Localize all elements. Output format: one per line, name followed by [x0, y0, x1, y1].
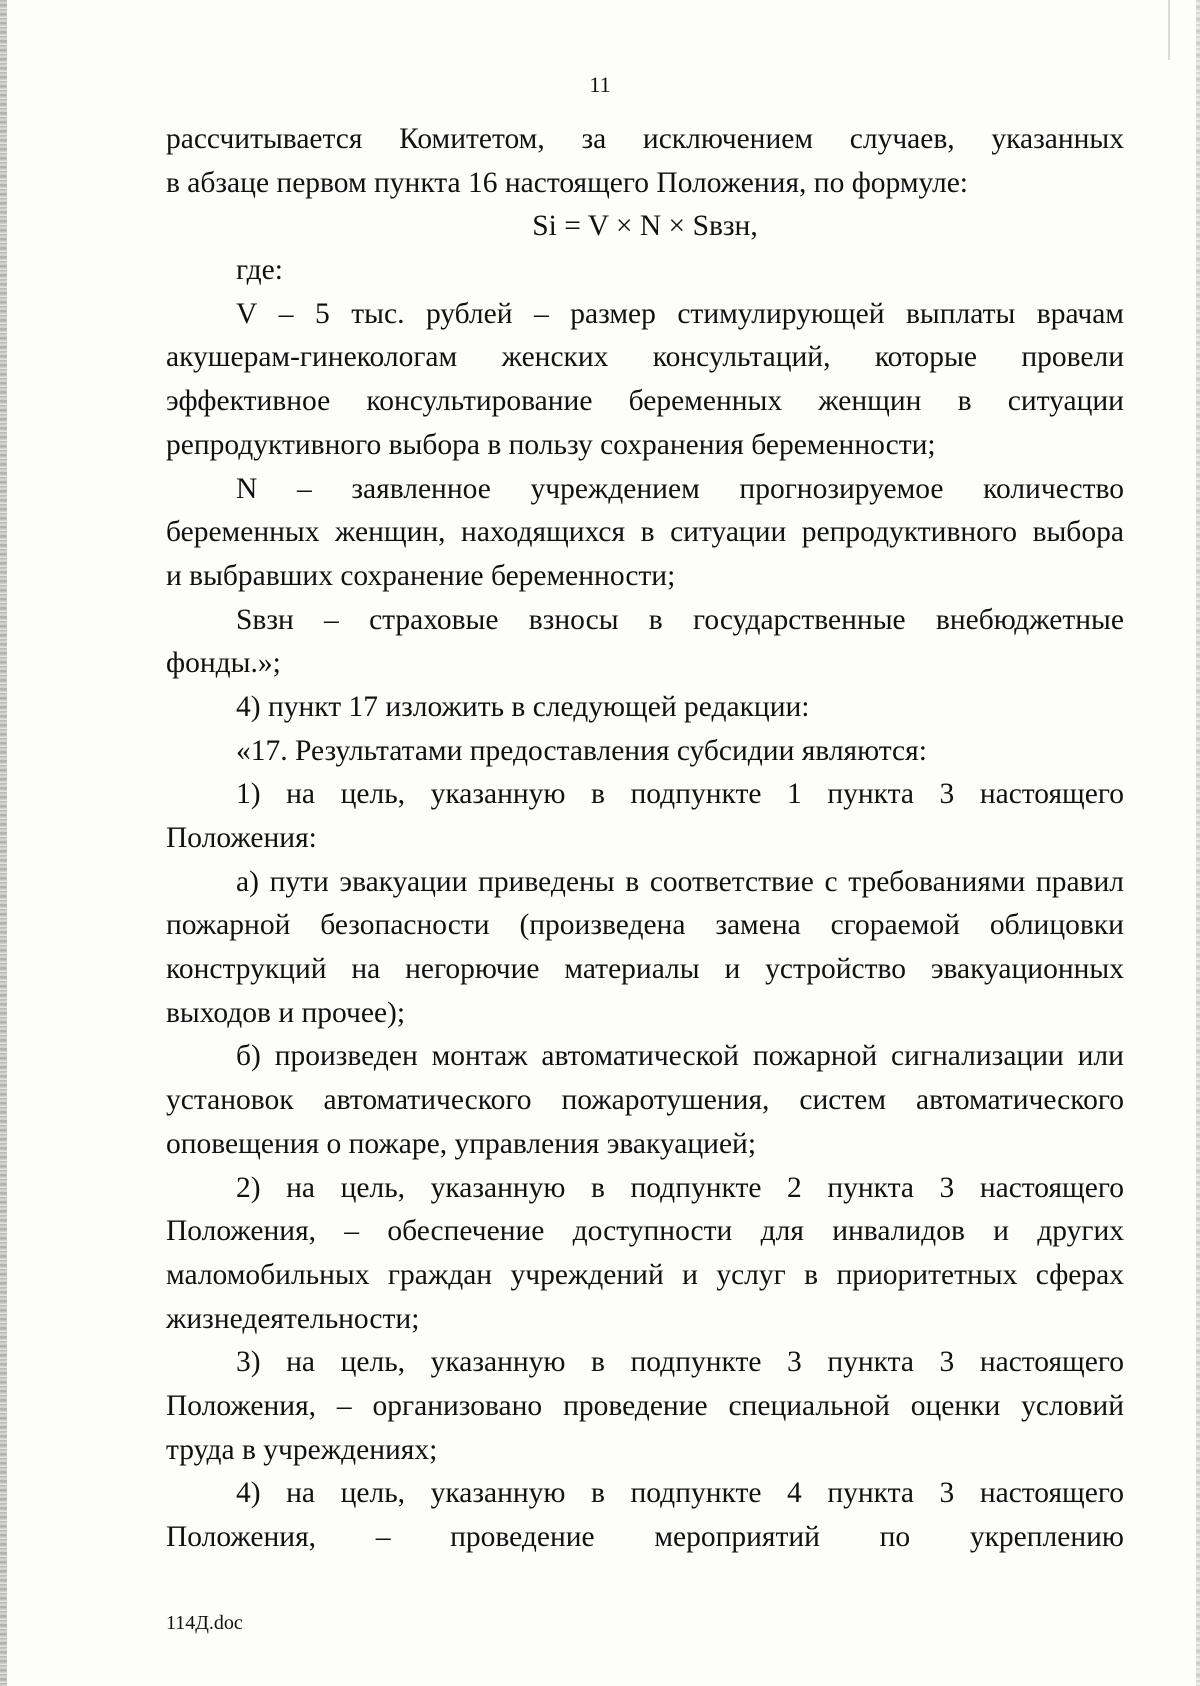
text-word: указанную: [430, 1477, 566, 1510]
text-word: женских: [501, 341, 609, 374]
text-word: пункта: [827, 1171, 914, 1204]
text-line: [166, 511, 1124, 555]
text-line: [166, 118, 1124, 162]
text-word: N: [236, 472, 258, 505]
text-word: подпункте: [630, 1477, 762, 1510]
text-word: –: [296, 472, 312, 505]
text-word: 4: [787, 1477, 802, 1510]
text-line: [166, 948, 1124, 992]
text-word: и: [993, 1215, 1009, 1248]
text-word: других: [1037, 1215, 1124, 1248]
text-word: репродуктивного выбора в пользу сохранения беременности;: [166, 428, 936, 461]
text-line: [166, 249, 1124, 293]
text-word: (произведена: [519, 909, 686, 942]
text-word: настоящего: [979, 1171, 1124, 1204]
text-line: [166, 1298, 1124, 1342]
text-word: автоматической: [541, 1040, 739, 1073]
text-word: провели: [1021, 341, 1124, 374]
text-word: настоящего: [979, 1346, 1124, 1379]
text-word: пункта: [827, 1477, 914, 1510]
text-word: –: [344, 1215, 360, 1248]
text-word: приоритетных: [836, 1258, 1018, 1291]
text-word: фонды.»;: [166, 647, 281, 680]
text-line: [166, 1254, 1124, 1298]
text-line: [166, 686, 1124, 730]
text-word: стимулирующей: [677, 297, 885, 330]
text-word: выплаты: [905, 297, 1016, 330]
text-word: случаев,: [849, 123, 955, 155]
text-word: Si = V × N × Sвзн,: [532, 210, 758, 243]
text-word: Положения,: [166, 1521, 317, 1553]
text-word: ситуации: [1007, 385, 1124, 418]
text-line: [166, 599, 1124, 643]
text-word: Положения:: [166, 822, 317, 854]
text-word: 3: [939, 1346, 955, 1379]
text-word: беременных: [166, 516, 320, 549]
text-line: [166, 555, 1124, 599]
text-word: автоматического: [916, 1084, 1124, 1117]
text-word: проведение: [563, 1389, 708, 1422]
text-word: пожарной: [752, 1040, 878, 1073]
text-word: организовано: [372, 1389, 543, 1422]
text-word: условий: [1021, 1389, 1124, 1422]
text-word: 1: [787, 778, 802, 811]
text-word: 2): [236, 1171, 261, 1204]
text-line: [166, 293, 1124, 337]
text-word: и: [724, 953, 741, 986]
text-word: с: [824, 865, 838, 898]
text-word: сгораемой: [830, 909, 960, 942]
text-word: на: [286, 1477, 316, 1510]
text-word: в: [591, 778, 605, 811]
text-word: и: [682, 1258, 698, 1291]
text-line: [166, 730, 1124, 774]
text-word: 4): [236, 1477, 261, 1510]
text-line: [166, 162, 1124, 206]
text-word: проведение: [450, 1521, 595, 1553]
text-word: государственные: [693, 603, 906, 636]
text-word: где:: [236, 254, 283, 287]
text-line: [166, 1210, 1124, 1254]
text-word: «17. Результатами предоставления субсидии являются:: [236, 734, 927, 767]
text-word: –: [375, 1521, 391, 1553]
text-line: [166, 1516, 1124, 1560]
text-word: труда в учреждениях;: [166, 1433, 438, 1466]
text-word: оповещения о пожаре, управления эвакуацией;: [166, 1127, 757, 1160]
text-word: пункта: [827, 778, 914, 811]
text-line: [166, 1429, 1124, 1473]
text-line: [166, 817, 1124, 861]
text-word: репродуктивного: [801, 516, 1018, 549]
text-word: подпункте: [630, 1171, 762, 1204]
text-word: в абзаце первом пункта 16 настоящего Положения, по формуле:: [166, 166, 968, 199]
text-line: [166, 1472, 1124, 1516]
text-word: рассчитывается: [166, 123, 363, 155]
text-word: ситуации: [670, 516, 787, 549]
text-word: требованиями: [848, 865, 1026, 898]
text-word: в: [957, 385, 972, 418]
text-line: [166, 424, 1124, 468]
text-line: [166, 861, 1124, 905]
text-word: пути: [269, 865, 329, 898]
text-word: облицовки: [989, 909, 1124, 942]
text-word: оценки: [910, 1389, 1001, 1422]
text-word: рублей: [425, 297, 513, 330]
text-word: монтаж: [431, 1040, 528, 1073]
text-line: [166, 1167, 1124, 1211]
text-word: на: [351, 953, 381, 986]
scan-edge-corner: [1168, 0, 1196, 60]
text-word: конструкций: [166, 953, 327, 986]
text-word: на: [286, 778, 316, 811]
text-word: правил: [1035, 865, 1124, 898]
text-word: 3): [236, 1346, 261, 1379]
text-word: подпункте: [630, 1346, 762, 1379]
text-word: 3: [939, 1171, 955, 1204]
text-word: в: [648, 603, 663, 636]
text-word: цель,: [340, 778, 406, 811]
text-word: заявленное: [351, 472, 491, 505]
text-word: размер: [570, 297, 656, 330]
text-word: тыс.: [351, 297, 405, 330]
text-word: обеспечение: [387, 1215, 545, 1248]
text-word: настоящего: [979, 1477, 1124, 1510]
text-word: женщин: [818, 385, 922, 418]
text-line: [166, 773, 1124, 817]
text-word: консультаций,: [652, 341, 831, 374]
text-word: или: [1077, 1040, 1124, 1073]
text-word: выходов и прочее);: [166, 996, 406, 1029]
scan-edge-left: [0, 0, 7, 1686]
text-word: 1): [236, 778, 261, 811]
text-word: исключением: [642, 123, 814, 155]
text-word: указанную: [430, 1346, 566, 1379]
text-word: жизнедеятельности;: [166, 1302, 420, 1335]
text-word: подпункте: [630, 778, 762, 811]
text-word: сигнализации: [891, 1040, 1064, 1073]
text-word: приведены: [478, 865, 615, 898]
text-word: негорючие: [405, 953, 540, 986]
text-word: Sвзн: [236, 603, 294, 636]
text-word: указанную: [430, 1171, 566, 1204]
text-word: установок: [166, 1084, 294, 1117]
text-word: указанную: [430, 778, 566, 811]
text-word: цель,: [340, 1346, 406, 1379]
text-word: Положения,: [166, 1389, 317, 1422]
text-word: для: [760, 1215, 804, 1248]
text-word: 5: [315, 297, 330, 330]
text-word: внебюджетные: [935, 603, 1124, 636]
text-word: укреплению: [969, 1521, 1124, 1553]
text-word: –: [336, 1389, 352, 1422]
text-word: б): [236, 1040, 261, 1073]
text-word: в: [591, 1477, 605, 1510]
text-line: [166, 336, 1124, 380]
text-word: пожаротушения,: [561, 1084, 770, 1117]
text-word: и выбравших сохранение беременности;: [166, 559, 676, 592]
text-word: цель,: [340, 1477, 406, 1510]
text-line: [166, 205, 1124, 249]
text-word: V: [236, 297, 258, 330]
text-word: мероприятий: [654, 1521, 820, 1553]
text-word: настоящего: [979, 778, 1124, 811]
text-word: указанных: [991, 123, 1124, 155]
text-line: [166, 1385, 1124, 1429]
text-word: эвакуации: [339, 865, 468, 898]
text-line: [166, 380, 1124, 424]
text-word: эвакуационных: [930, 953, 1124, 986]
text-word: в: [804, 1258, 819, 1291]
text-word: выбора: [1032, 516, 1124, 549]
text-word: доступности: [572, 1215, 733, 1248]
text-word: материалы: [564, 953, 700, 986]
text-word: произведен: [274, 1040, 418, 1073]
text-line: [166, 1123, 1124, 1167]
scan-edge-right: [1196, 0, 1200, 1686]
text-line: [166, 992, 1124, 1036]
text-word: цель,: [340, 1171, 406, 1204]
text-word: на: [286, 1346, 316, 1379]
text-word: на: [286, 1171, 316, 1204]
text-word: замена: [715, 909, 801, 942]
text-word: в: [625, 865, 640, 898]
text-line: [166, 904, 1124, 948]
text-word: 3: [787, 1346, 802, 1379]
body-text: [166, 118, 1124, 1560]
text-word: граждан: [387, 1258, 493, 1291]
text-word: учреждением: [530, 472, 700, 505]
text-word: услуг: [716, 1258, 786, 1291]
text-word: страховые: [369, 603, 499, 636]
text-word: 2: [787, 1171, 802, 1204]
text-word: маломобильных: [166, 1258, 370, 1291]
text-word: Положения,: [166, 1215, 317, 1248]
text-word: систем: [799, 1084, 887, 1117]
text-word: женщин,: [334, 516, 446, 549]
text-word: которые: [874, 341, 977, 374]
text-word: находящихся: [461, 516, 626, 549]
text-word: а): [236, 865, 259, 898]
text-word: прогнозируемое: [739, 472, 944, 505]
text-word: устройство: [765, 953, 906, 986]
text-word: врачам: [1036, 297, 1124, 330]
text-word: пожарной: [166, 909, 291, 942]
text-word: эффективное: [166, 385, 331, 418]
text-word: в: [591, 1171, 605, 1204]
text-line: [166, 642, 1124, 686]
text-line: [166, 1035, 1124, 1079]
text-word: консультирование: [366, 385, 593, 418]
footer-filename: 114Д.doc: [166, 1612, 243, 1634]
text-word: учреждений: [510, 1258, 664, 1291]
text-word: беременных: [628, 385, 783, 418]
text-word: специальной: [728, 1389, 890, 1422]
text-word: безопасности: [320, 909, 490, 942]
text-word: –: [324, 603, 339, 636]
text-word: Комитетом,: [399, 123, 545, 155]
text-line: [166, 468, 1124, 512]
text-word: в: [640, 516, 655, 549]
text-word: –: [278, 297, 294, 330]
text-word: в: [591, 1346, 605, 1379]
text-word: 4) пункт 17 изложить в следующей редакции:: [236, 690, 810, 723]
text-word: взносы: [528, 603, 619, 636]
page-number: 11: [589, 72, 611, 97]
text-word: акушерам-гинекологам: [166, 341, 458, 374]
text-word: за: [581, 123, 607, 155]
text-word: сферах: [1035, 1258, 1124, 1291]
text-word: 3: [939, 1477, 955, 1510]
text-line: [166, 1341, 1124, 1385]
text-word: 3: [939, 778, 955, 811]
text-word: автоматического: [323, 1084, 532, 1117]
text-word: пункта: [827, 1346, 914, 1379]
text-line: [166, 1079, 1124, 1123]
text-word: инвалидов: [832, 1215, 965, 1248]
text-word: соответствие: [649, 865, 814, 898]
text-word: по: [879, 1521, 911, 1553]
text-word: количество: [983, 472, 1124, 505]
text-word: –: [534, 297, 549, 330]
